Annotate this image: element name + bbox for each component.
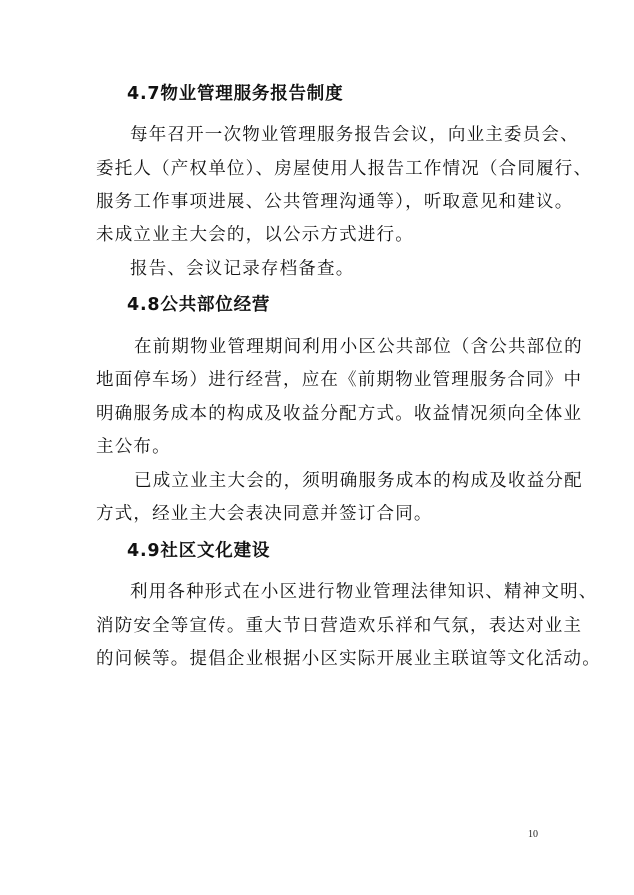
paragraph-line: 明确服务成本的构成及收益分配方式。收益情况须向全体业 — [96, 404, 583, 424]
paragraph-line: 已成立业主大会的，须明确服务成本的构成及收益分配 — [134, 471, 583, 491]
paragraph-line: 地面停车场）进行经营，应在《前期物业管理服务合同》中 — [96, 370, 583, 390]
paragraph-line: 利用各种形式在小区进行物业管理法律知识、精神文明、 — [130, 582, 598, 602]
paragraph-line: 在前期物业管理期间利用小区公共部位（含公共部位的 — [134, 337, 583, 357]
paragraph-line: 消防安全等宣传。重大节日营造欢乐祥和气氛，表达对业主 — [96, 616, 583, 636]
paragraph-line: 每年召开一次物业管理服务报告会议，向业主委员会、 — [130, 125, 579, 145]
section-heading-4-9: 4.9社区文化建设 — [127, 541, 271, 561]
paragraph-line: 方式，经业主大会表决同意并签订合同。 — [96, 504, 433, 524]
paragraph-line: 的问候等。提倡企业根据小区实际开展业主联谊等文化活动。 — [96, 649, 601, 669]
paragraph-line: 服务工作事项进展、公共管理沟通等），听取意见和建议。 — [96, 192, 574, 212]
section-heading-4-8: 4.8公共部位经营 — [127, 295, 271, 315]
paragraph-line: 主公布。 — [96, 437, 171, 457]
paragraph-line: 未成立业主大会的，以公示方式进行。 — [96, 225, 414, 245]
paragraph-line: 报告、会议记录存档备查。 — [130, 259, 355, 279]
section-heading-4-7: 4.7物业管理服务报告制度 — [127, 84, 344, 104]
page-number: 10 — [528, 829, 538, 840]
paragraph-line: 委托人（产权单位）、房屋使用人报告工作情况（合同履行、 — [96, 159, 593, 179]
